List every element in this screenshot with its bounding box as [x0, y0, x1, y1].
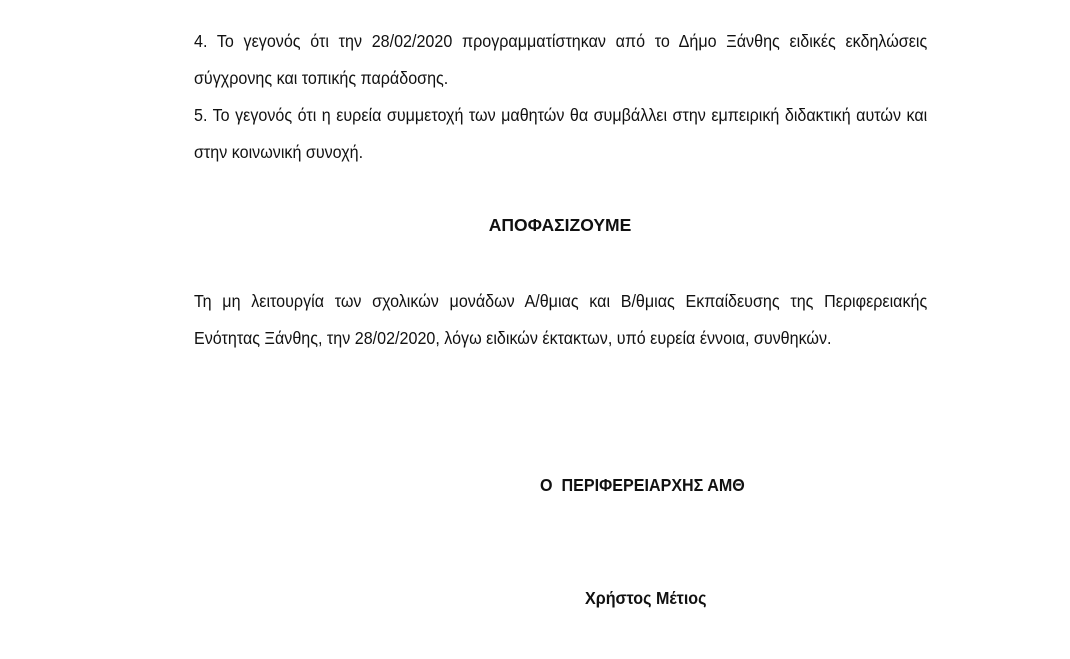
- decision-text: Τη μη λειτουργία των σχολικών μονάδων Α/θμιας και Β/θμιας Εκπαίδευσης της Περιφερειακής Ενότητας Ξάνθης, την 28/02/2020, λόγω ειδικών έκτακτων, υπό ευρεία έννοια, συνθηκών.: [194, 291, 928, 348]
- signer-title: Ο ΠΕΡΙΦΕΡΕΙΑΡΧΗΣ ΑΜΘ: [540, 475, 745, 495]
- paragraph-4: 4. Το γεγονός ότι την 28/02/2020 προγραμματίστηκαν από το Δήμο Ξάνθης ειδικές εκδηλώσεις σύγχρονης και τοπικής παράδοσης.: [194, 31, 928, 88]
- paragraph-5: 5. Το γεγονός ότι η ευρεία συμμετοχή των μαθητών θα συμβάλλει στην εμπειρική διδακτική αυτών και στην κοινωνική συνοχή.: [194, 105, 928, 162]
- signer-name: Χρήστος Μέτιος: [585, 588, 707, 608]
- decision-heading: ΑΠΟΦΑΣΙΖΟΥΜΕ: [488, 215, 632, 235]
